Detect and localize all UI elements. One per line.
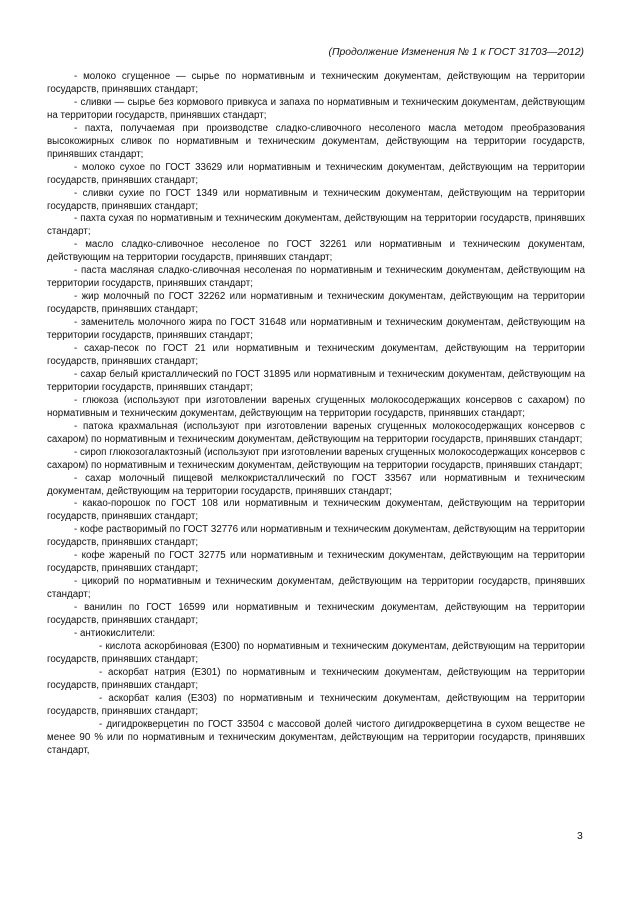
list-item: - молоко сухое по ГОСТ 33629 или нормативным и техническим документам, действующим на территории государств, принявших стандарт;	[47, 161, 585, 186]
list-item: - сироп глюкозогалактозный (используют при изготовлении вареных сгущенных молокосодержащих консервов с сахаром) по нормативным и техническим документам, действующим на территории государств, принявших стандарт;	[47, 446, 585, 471]
list-item: - паста масляная сладко-сливочная несоленая по нормативным и техническим документам, действующим на территории государств, принявших стандарт;	[47, 265, 585, 290]
list-item: - цикорий по нормативным и техническим документам, действующим на территории государств, принявших стандарт;	[47, 576, 585, 601]
list-item: - глюкоза (используют при изготовлении вареных сгущенных молокосодержащих консервов с сахаром) по нормативным и техническим документам, действующим на территории государств, принявших стандарт;	[47, 394, 585, 419]
list-item: - масло сладко-сливочное несоленое по ГОСТ 32261 или нормативным и техническим документам, действующим на территории государств, принявших стандарт;	[47, 239, 585, 264]
document-body	[47, 71, 585, 758]
list-item: - патока крахмальная (используют при изготовлении вареных сгущенных молокосодержащих консервов с сахаром) по нормативным и техническим документам, действующим на территории государств, принявших стандарт;	[47, 420, 585, 445]
list-item: - молоко сгущенное — сырье по нормативным и техническим документам, действующим на территории государств, принявших стандарт;	[47, 71, 585, 95]
list-item: - кофе жареный по ГОСТ 32775 или нормативным и техническим документам, действующим на территории государств, принявших стандарт;	[47, 550, 585, 575]
list-item: - сахар-песок по ГОСТ 21 или нормативным и техническим документам, действующим на территории государств, принявших стандарт;	[47, 343, 585, 367]
sub-list-item: - кислота аскорбиновая (Е300) по нормативным и техническим документам, действующим на территории государств, принявших стандарт;	[47, 640, 585, 665]
list-item: - кофе растворимый по ГОСТ 32776 или нормативным и техническим документам, действующим на территории государств, принявших стандарт;	[47, 524, 585, 549]
list-item: - сливки — сырье без кормового привкуса и запаха по нормативным и техническим документам, действующим на территории государств, принявших стандарт;	[47, 96, 585, 121]
list-item: - сахар белый кристаллический по ГОСТ 31895 или нормативным и техническим документам, действующим на территории государств, принявших стандарт;	[47, 368, 585, 393]
sub-list-item: - аскорбат натрия (Е301) по нормативным и техническим документам, действующим на территории государств, принявших стандарт;	[47, 666, 585, 691]
list-item: - пахта сухая по нормативным и техническим документам, действующим на территории государств, принявших стандарт;	[47, 213, 585, 238]
page-header: (Продолжение Изменения № 1 к ГОСТ 31703—2012)	[328, 47, 584, 58]
list-item: - сливки сухие по ГОСТ 1349 или нормативным и техническим документам, действующим на территории государств, принявших стандарт;	[47, 187, 585, 212]
page-number: 3	[577, 831, 583, 842]
sub-list-item: - дигидрокверцетин по ГОСТ 33504 с массовой долей чистого дигидрокверцетина в сухом веществе не менее 90 % или по нормативным и техническим документам, действующим на территории государств, принявших стандарт,	[47, 718, 585, 756]
sub-list-item: - аскорбат калия (Е303) по нормативным и техническим документам, действующим на территории государств, принявших стандарт;	[47, 692, 585, 717]
list-item: - пахта, получаемая при производстве сладко-сливочного несоленого масла методом преобразования высокожирных сливок по нормативным и техническим документам, действующим на территории государств, принявших стандарт;	[47, 122, 585, 160]
list-item: - какао-порошок по ГОСТ 108 или нормативным и техническим документам, действующим на территории государств, принявших стандарт;	[47, 498, 585, 523]
list-item: - заменитель молочного жира по ГОСТ 31648 или нормативным и техническим документам, действующим на территории государств, принявших стандарт;	[47, 317, 585, 342]
list-item: - жир молочный по ГОСТ 32262 или нормативным и техническим документам, действующим на территории государств, принявших стандарт;	[47, 291, 585, 316]
list-item: - сахар молочный пищевой мелкокристаллический по ГОСТ 33567 или нормативным и техническим документам, действующим на территории государств, принявших стандарт;	[47, 472, 585, 497]
list-item-antioxidants: - антиокислители:	[74, 627, 156, 639]
list-item: - ванилин по ГОСТ 16599 или нормативным и техническим документам, действующим на территории государств, принявших стандарт;	[47, 602, 585, 627]
